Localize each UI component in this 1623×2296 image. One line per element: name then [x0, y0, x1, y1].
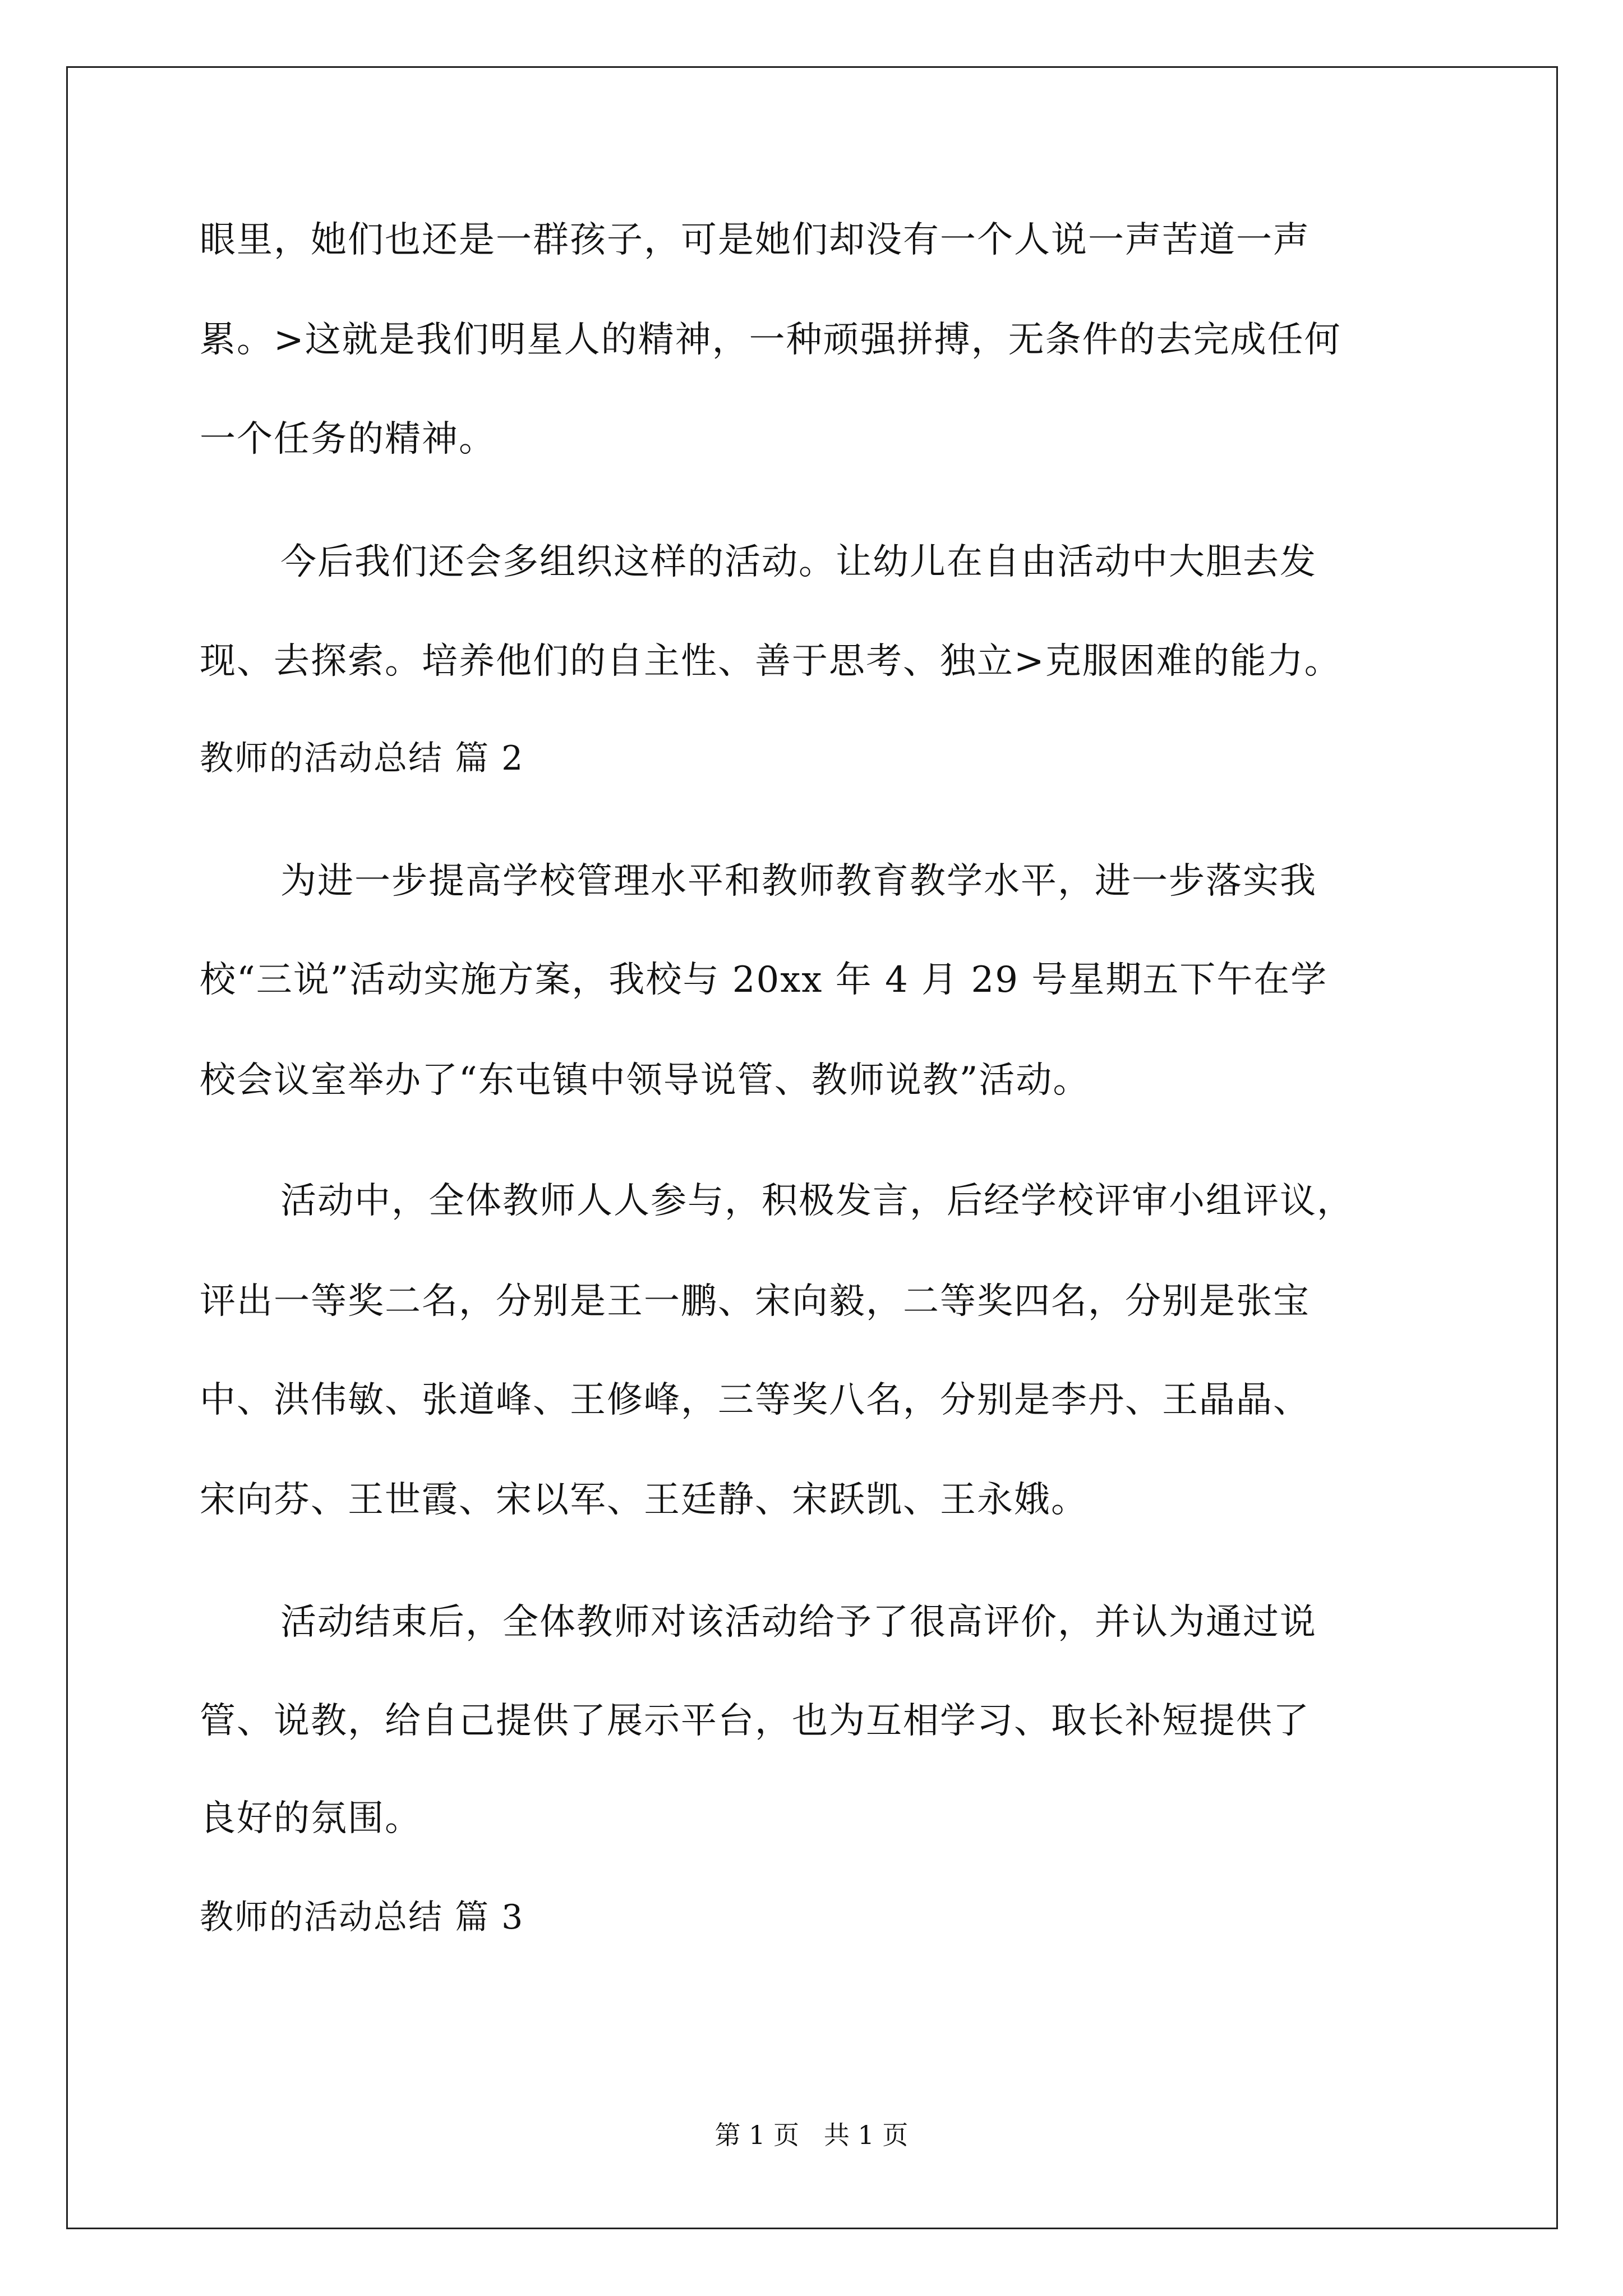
body-line: 宋向芬、王世霞、宋以军、王廷静、宋跃凯、王永娥。	[200, 1479, 1088, 1521]
section-heading: 教师的活动总结 篇 3	[200, 1898, 524, 1937]
body-line: 累。>这就是我们明星人的精神，一种顽强拼搏，无条件的去完成任何	[200, 319, 1341, 361]
body-line: 评出一等奖二名，分别是王一鹏、宋向毅，二等奖四名，分别是张宝	[200, 1281, 1310, 1322]
paragraph-first-line: 今后我们还会多组织这样的活动。让幼儿在自由活动中大胆去发	[280, 541, 1317, 583]
paragraph-first-line: 活动中，全体教师人人参与，积极发言，后经学校评审小组评议，	[280, 1180, 1354, 1222]
paragraph-first-line: 活动结束后，全体教师对该活动给予了很高评价，并认为通过说	[280, 1602, 1317, 1643]
body-line: 现、去探索。培养他们的自主性、善于思考、独立>克服困难的能力。	[200, 641, 1341, 682]
paragraph-first-line: 为进一步提高学校管理水平和教师教育教学水平，进一步落实我	[280, 861, 1317, 902]
body-line: 管、说教，给自己提供了展示平台，也为互相学习、取长补短提供了	[200, 1700, 1310, 1742]
body-line: 中、洪伟敏、张道峰、王修峰，三等奖八名，分别是李丹、王晶晶、	[200, 1379, 1310, 1421]
body-line: 校“三说”活动实施方案，我校与 20xx 年 4 月 29 号星期五下午在学	[200, 959, 1328, 1001]
body-line: 良好的氛围。	[200, 1798, 422, 1839]
body-line: 一个任务的精神。	[200, 418, 496, 460]
page-footer: 第 1 页 共 1 页	[714, 2120, 909, 2150]
body-line: 眼里，她们也还是一群孩子，可是她们却没有一个人说一声苦道一声	[200, 219, 1310, 261]
body-line: 校会议室举办了“东屯镇中领导说管、教师说教”活动。	[200, 1060, 1090, 1101]
section-heading: 教师的活动总结 篇 2	[200, 739, 524, 778]
